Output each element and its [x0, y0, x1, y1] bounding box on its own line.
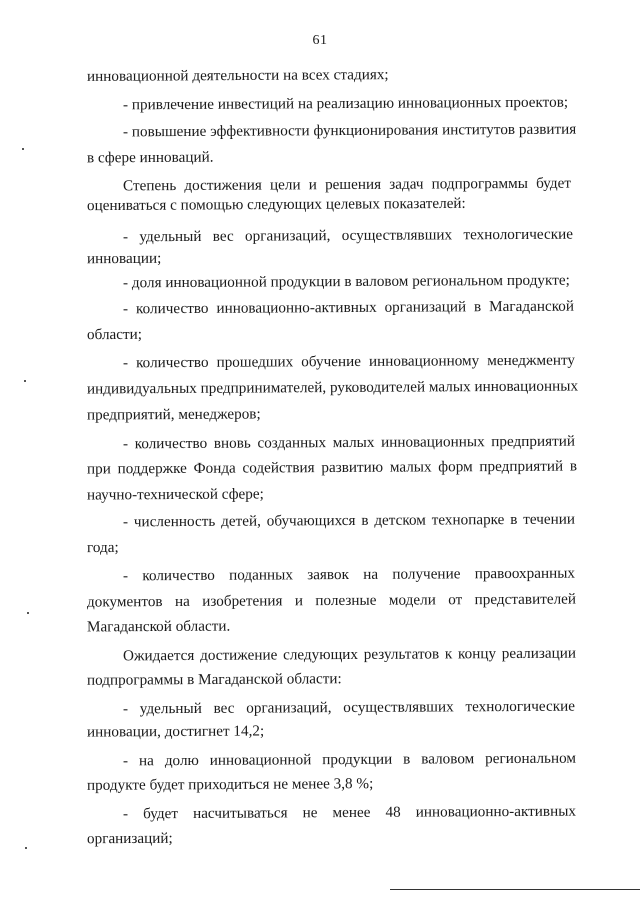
text-line: инновации, достигнет 14,2; [86, 722, 265, 741]
text-line: подпрограммы в Магаданской области: [86, 670, 342, 689]
list-item: - численность детей, обучающихся в детском технопарке в течении [122, 510, 576, 531]
text-line: года; [86, 538, 119, 557]
list-item: - привлечение инвестиций на реализацию инновационных проектов; [122, 93, 569, 114]
list-item: - количество инновационно-активных организаций в Магаданской [122, 297, 575, 318]
text-line: Магаданской области. [86, 617, 231, 636]
paragraph-line: Ожидается достижение следующих результатов к концу реализации [122, 644, 577, 665]
list-item: - на долю инновационной продукции в валовом региональном [122, 749, 577, 770]
page-bottom-rule [390, 889, 640, 890]
text-line: предприятий, менеджеров; [86, 405, 261, 424]
text-line: инновации; [86, 249, 162, 268]
list-item: - будет насчитываться не менее 48 инновационно-активных [122, 802, 577, 823]
list-item: - количество вновь созданных малых инновационных предприятий [122, 432, 576, 453]
text-line: научно-технической сфере; [86, 485, 264, 504]
list-item: - доля инновационной продукции в валовом региональном продукте; [122, 271, 570, 292]
scan-speck [25, 847, 27, 849]
text-line: оцениваться с помощью следующих целевых показателей: [86, 194, 466, 215]
list-item: - удельный вес организаций, осуществлявших технологические [122, 225, 574, 246]
scan-speck [22, 148, 24, 150]
scan-speck [24, 380, 26, 382]
paragraph-line: Степень достижения цели и решения задач подпрограммы будет [122, 174, 572, 195]
scan-speck [27, 612, 29, 614]
text-line: продукте будет приходиться не менее 3,8 %; [86, 775, 374, 794]
list-item: - удельный вес организаций, осуществлявших технологические [122, 697, 576, 718]
text-line: индивидуальных предпринимателей, руководителей малых инновационных [86, 377, 579, 398]
list-item: - количество поданных заявок на получение правоохранных [122, 564, 576, 585]
list-item: - повышение эффективности функционирования институтов развития [122, 120, 577, 141]
list-item: - количество прошедших обучение инновационному менеджменту [122, 351, 576, 372]
text-line: документов на изобретения и полезные модели от представителей [86, 590, 577, 611]
page-number: 61 [312, 33, 328, 48]
text-line: в сфере инноваций. [86, 148, 214, 167]
text-line: области; [86, 325, 143, 344]
text-line: инновационной деятельности на всех стадиях; [86, 66, 389, 85]
text-line: организаций; [86, 829, 173, 848]
text-line: при поддержке Фонда содействия развитию малых форм предприятий в [86, 457, 578, 478]
